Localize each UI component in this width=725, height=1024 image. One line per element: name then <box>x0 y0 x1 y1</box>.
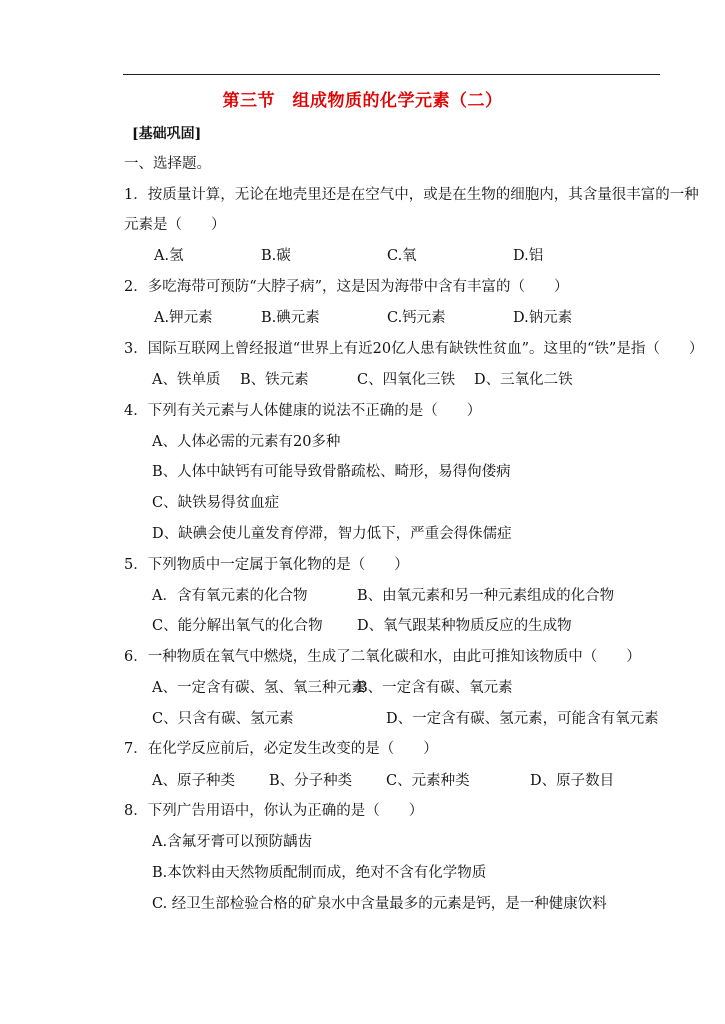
q6-option-d: D、一定含有碳、氢元素，可能含有氧元素 <box>386 711 659 727</box>
q5-option-a: A．含有氧元素的化合物 <box>152 588 308 604</box>
q3-option-c: C、四氧化三铁 <box>357 372 456 388</box>
q7-option-c: C、元素种类 <box>386 773 470 789</box>
q1-option-a: A.氢 <box>154 248 184 264</box>
question-1: 1．按质量计算，无论在地壳里还是在空气中，或是在生物的细胞内，其含量很丰富的一种 <box>124 187 699 203</box>
q6-option-a: A、一定含有碳、氢、氧三种元素 <box>152 680 366 696</box>
q5-option-b: B、由氧元素和另一种元素组成的化合物 <box>357 588 615 604</box>
q8-option-a: A.含氟牙膏可以预防龋齿 <box>152 834 313 850</box>
q4-option-b: B、人体中缺钙有可能导致骨骼疏松、畸形，易得佝偻病 <box>152 464 511 480</box>
q4-option-d: D、缺碘会使儿童发育停滞，智力低下，严重会得侏儒症 <box>152 526 512 542</box>
part-heading: 一、选择题。 <box>124 156 211 172</box>
question-6: 6．一种物质在氧气中燃烧，生成了二氧化碳和水，由此可推知该物质中（ ） <box>124 649 641 665</box>
q4-option-a: A、人体必需的元素有20多种 <box>152 434 341 450</box>
q7-option-a: A、原子种类 <box>152 773 235 789</box>
q1-option-d: D.铝 <box>513 248 544 264</box>
q3-option-b: B、铁元素 <box>240 372 309 388</box>
page-title: 第三节 组成物质的化学元素（二） <box>222 91 503 111</box>
q5-option-d: D、氧气跟某种物质反应的生成物 <box>357 618 572 634</box>
q7-option-b: B、分子种类 <box>269 773 353 789</box>
q8-option-c: C. 经卫生部检验合格的矿泉水中含量最多的元素是钙，是一种健康饮料 <box>152 896 607 912</box>
q2-option-b: B.碘元素 <box>261 310 320 326</box>
q3-option-d: D、三氧化二铁 <box>474 372 573 388</box>
question-1-cont: 元素是（ ） <box>124 217 226 233</box>
q5-option-c: C、能分解出氧气的化合物 <box>152 618 323 634</box>
question-4: 4．下列有关元素与人体健康的说法不正确的是（ ） <box>124 403 482 419</box>
question-7: 7．在化学反应前后，必定发生改变的是（ ） <box>124 741 438 757</box>
q3-option-a: A、铁单质 <box>152 372 221 388</box>
q6-option-c: C、只含有碳、氢元素 <box>152 711 294 727</box>
question-2: 2．多吃海带可预防“大脖子病”，这是因为海带中含有丰富的（ ） <box>124 279 569 295</box>
header-rule <box>123 74 660 75</box>
q4-option-c: C、缺铁易得贫血症 <box>152 495 280 511</box>
question-8: 8．下列广告用语中，你认为正确的是（ ） <box>124 803 424 819</box>
q1-option-b: B.碳 <box>261 248 291 264</box>
q6-option-b: B、一定含有碳、氧元素 <box>357 680 513 696</box>
q8-option-b: B.本饮料由天然物质配制而成，绝对不含有化学物质 <box>152 865 487 881</box>
section-heading: [基础巩固] <box>132 126 202 142</box>
question-3: 3．国际互联网上曾经报道“世界上有近20亿人患有缺铁性贫血”。这里的“铁”是指（ ） <box>124 341 704 357</box>
q2-option-a: A.钾元素 <box>154 310 213 326</box>
question-5: 5．下列物质中一定属于氧化物的是（ ） <box>124 557 409 573</box>
q2-option-d: D.钠元素 <box>513 310 573 326</box>
q2-option-c: C.钙元素 <box>387 310 446 326</box>
q1-option-c: C.氧 <box>387 248 417 264</box>
q7-option-d: D、原子数目 <box>530 773 615 789</box>
